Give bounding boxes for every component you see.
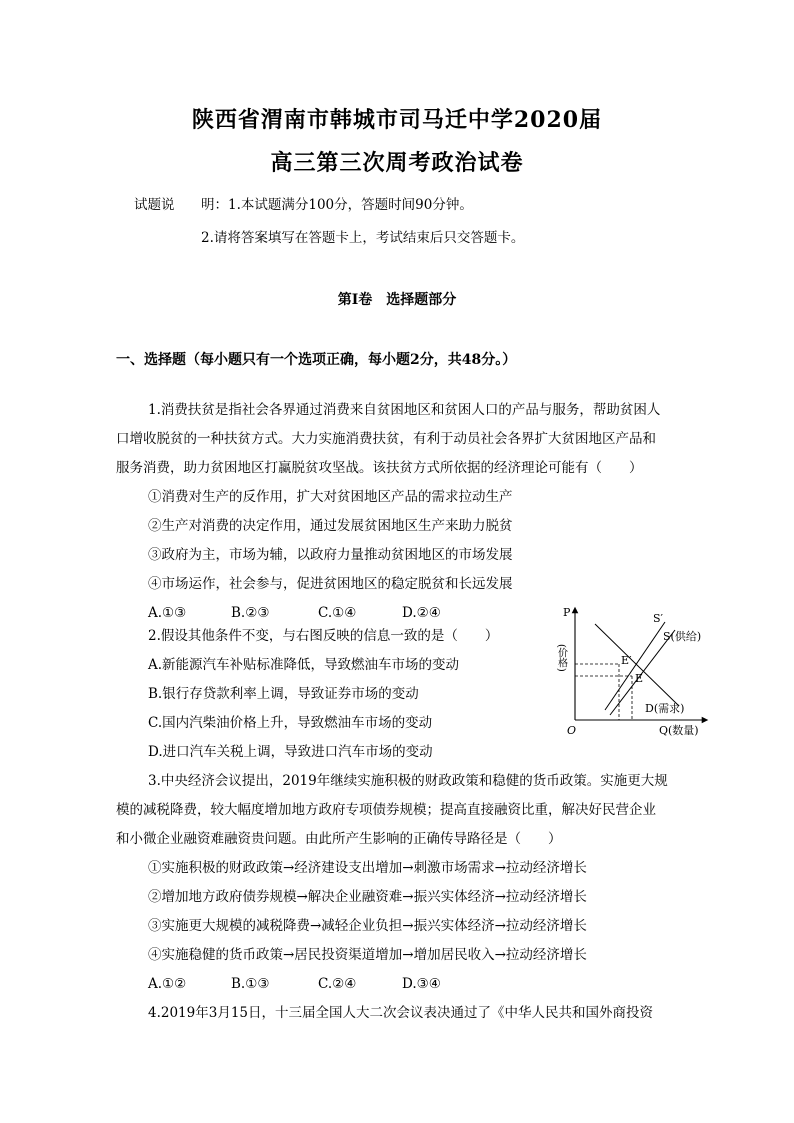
q1-line2: 口增收脱贫的一种扶贫方式。大力实施消费扶贫，有利于动员社会各界扩大贫困地区产品和 [116, 431, 656, 447]
q1-answer-b: B.②③ [231, 605, 270, 621]
q2-option-c: C.国内汽柴油价格上升，导致燃油车市场的变动 [148, 715, 433, 731]
part-heading: 一、选择题（每小题只有一个选项正确，每小题2分，共48分。） [116, 352, 517, 368]
q1-answer-a: A.①③ [148, 605, 187, 621]
instructions-line1: 明：1.本试题满分100分，答题时间90分钟。 [201, 197, 473, 213]
q1-option-1: ①消费对生产的反作用，扩大对贫困地区产品的需求拉动生产 [148, 489, 513, 505]
series-label-s-prime: S′ [653, 612, 664, 625]
doc-title-line1: 陕西省渭南市韩城市司马迁中学2020届 [191, 107, 603, 133]
section-title: 第Ⅰ卷 选择题部分 [337, 292, 457, 308]
q2-option-b: B.银行存贷款利率上调，导致证券市场的变动 [148, 686, 419, 702]
q3-option-4: ④实施稳健的货币政策→居民投资渠道增加→增加居民收入→拉动经济增长 [148, 947, 587, 963]
q3-option-3: ③实施更大规模的减税降费→减轻企业负担→振兴实体经济→拉动经济增长 [148, 918, 587, 934]
q1-option-2: ②生产对消费的决定作用，通过发展贫困地区生产来助力脱贫 [148, 518, 513, 534]
supply-demand-chart [555, 600, 715, 740]
q3-answer-d: D.③④ [402, 976, 441, 992]
q3-line3: 和小微企业融资难融资贵问题。由此所产生影响的正确传导路径是（ ） [116, 831, 562, 847]
q2-stem: 2.假设其他条件不变，与右图反映的信息一致的是（ ） [148, 628, 499, 644]
series-label-s: S(供给) [663, 630, 702, 643]
doc-title-line2: 高三第三次周考政治试卷 [270, 150, 524, 176]
supply-curve-shifted [605, 622, 665, 710]
q3-answer-b: B.①③ [231, 976, 270, 992]
instructions-label: 试题说 [134, 197, 175, 213]
x-axis-label: Q(数量) [659, 724, 699, 737]
q3-answer-c: C.②④ [318, 976, 357, 992]
origin-label: O [567, 724, 577, 737]
instructions-line2: 2.请将答案填写在答题卡上，考试结束后只交答题卡。 [201, 230, 525, 246]
q3-option-1: ①实施积极的财政政策→经济建设支出增加→刺激市场需求→拉动经济增长 [148, 860, 587, 876]
q1-option-3: ③政府为主，市场为辅，以政府力量推动贫困地区的市场发展 [148, 547, 513, 563]
q2-option-a: A.新能源汽车补贴标准降低，导致燃油车市场的变动 [148, 657, 460, 673]
y-axis-label-p: P [563, 606, 571, 619]
q1-answer-c: C.①④ [318, 605, 357, 621]
q3-option-2: ②增加地方政府债券规模→解决企业融资难→振兴实体经济→拉动经济增长 [148, 889, 587, 905]
series-label-d: D(需求) [645, 702, 685, 715]
q1-option-4: ④市场运作，社会参与，促进贫困地区的稳定脱贫和长远发展 [148, 576, 513, 592]
q3-line2: 模的减税降费，较大幅度增加地方政府专项债券规模；提高直接融资比重，解决好民营企业 [116, 802, 656, 818]
q1-answer-d: D.②④ [402, 605, 441, 621]
y-axis-label: (价格) [555, 644, 567, 672]
q3-line1: 3.中央经济会议提出，2019年继续实施积极的财政政策和稳健的货币政策。实施更大规 [148, 773, 668, 789]
point-label-e-prime: E′ [621, 654, 632, 667]
q2-option-d: D.进口汽车关税上调，导致进口汽车市场的变动 [148, 744, 433, 760]
q4-line1: 4.2019年3月15日，十三届全国人大二次会议表决通过了《中华人民共和国外商投资 [148, 1005, 654, 1021]
q1-line3: 服务消费，助力贫困地区打赢脱贫攻坚战。该扶贫方式所依据的经济理论可能有（ ） [116, 460, 643, 476]
q3-answer-a: A.①② [148, 976, 187, 992]
q1-line1: 1.消费扶贫是指社会各界通过消费来自贫困地区和贫困人口的产品与服务，帮助贫困人 [148, 402, 661, 418]
point-label-e: E [635, 672, 644, 685]
